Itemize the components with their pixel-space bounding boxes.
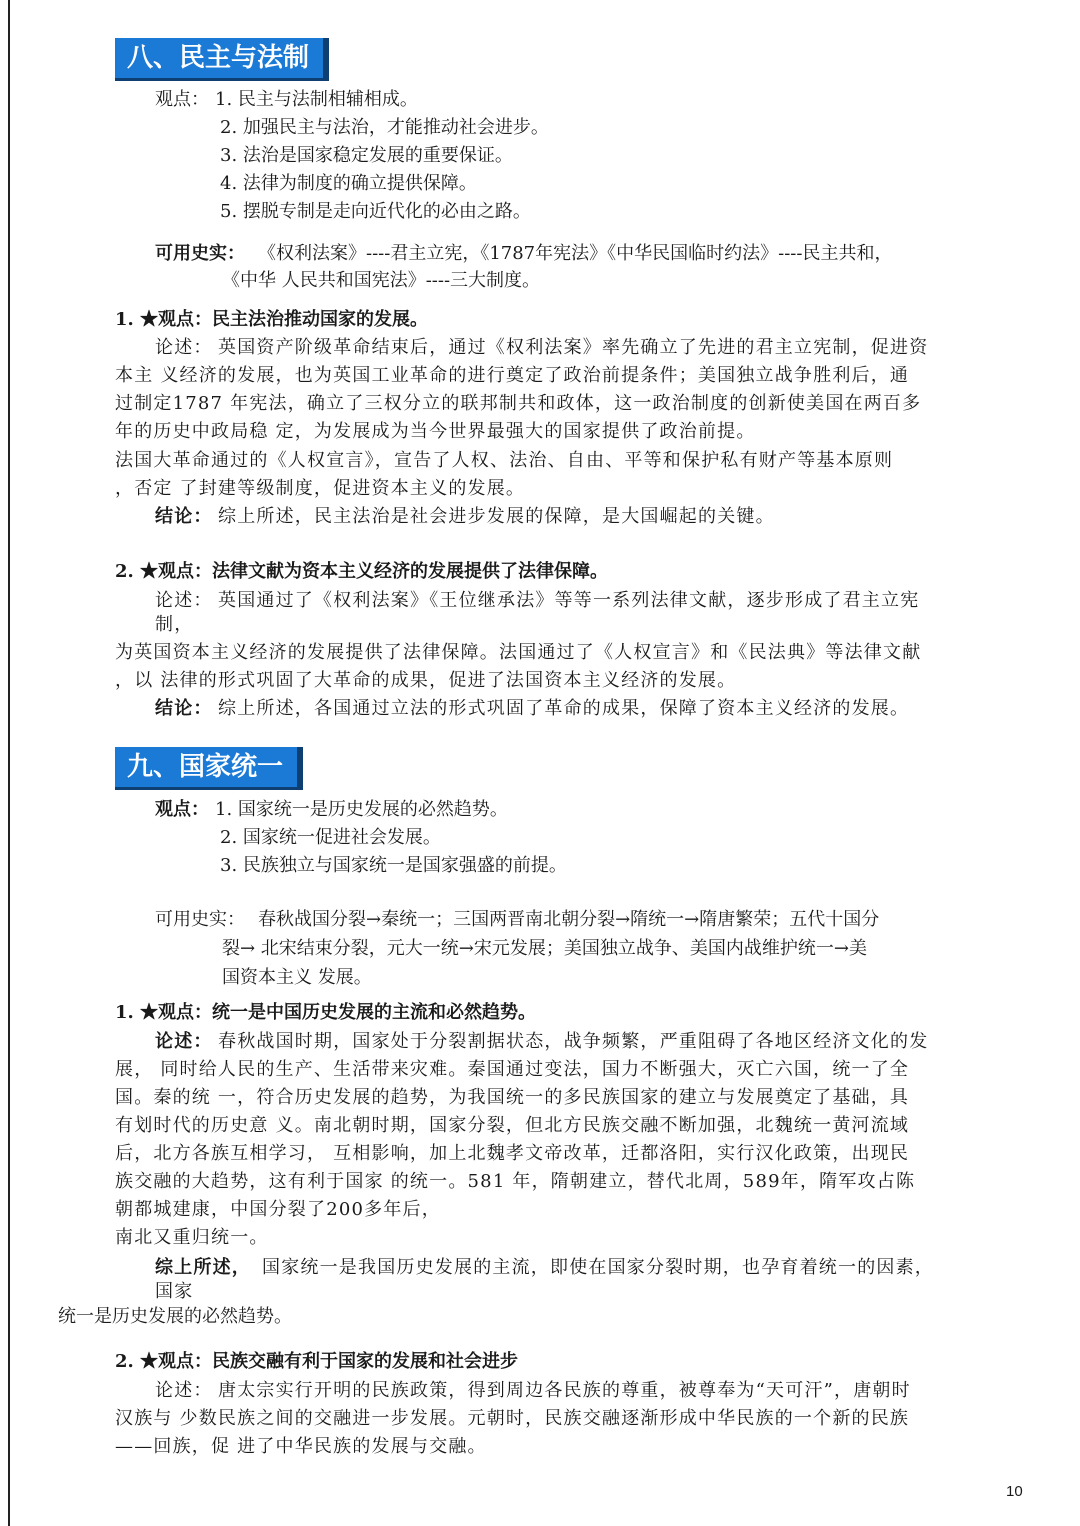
conclusion-label: 综上所述， xyxy=(155,1257,251,1278)
page-number: 10 xyxy=(1006,1483,1023,1500)
history-line: 《权利法案》----君主立宪，《1787年宪法》《中华民国临时约法》----民主共和， xyxy=(258,243,893,264)
viewpoint-item: 5. 摆脱专制是走向近代化的必由之路。 xyxy=(220,201,531,222)
argument-line: 后，北方各族互相学习， 互相影响，加上北魏孝文帝改革，迁都洛阳，实行汉化政策，出现民 xyxy=(115,1143,910,1164)
point-heading: 1. ★观点：民主法治推动国家的发展。 xyxy=(115,309,429,330)
argument-label: 论述： xyxy=(155,1031,213,1052)
argument-line: 国。秦的统 一，符合历史发展的趋势，为我国统一的多民族国家的建立与发展奠定了基础，具 xyxy=(115,1087,910,1108)
viewpoint-item: 3. 法治是国家稳定发展的重要保证。 xyxy=(220,145,513,166)
point-heading: 2. ★观点：民族交融有利于国家的发展和社会进步 xyxy=(115,1351,519,1372)
argument-line: 族交融的大趋势，这有利于国家 的统一。581 年，隋朝建立，替代北周，589年，隋军攻占陈 xyxy=(115,1171,916,1192)
argument-line: 朝都城建康，中国分裂了200多年后， xyxy=(115,1199,441,1220)
argument-line: 制， xyxy=(155,614,194,635)
argument-line: 唐太宗实行开明的民族政策，得到周边各民族的尊重，被尊奉为“天可汗”，唐朝时 xyxy=(218,1380,911,1401)
history-line: 《中华 人民共和国宪法》----三大制度。 xyxy=(222,270,541,291)
point-heading: 1. ★观点：统一是中国历史发展的主流和必然趋势。 xyxy=(115,1002,537,1023)
history-line: 裂→ 北宋结束分裂，元大一统→宋元发展；美国独立战争、美国内战维护统一→美 xyxy=(222,938,867,959)
argument-label: 论述： xyxy=(155,337,213,358)
argument-line: ——回族，促 进了中华民族的发展与交融。 xyxy=(115,1436,487,1457)
argument-label: 论述： xyxy=(155,590,213,611)
conclusion-label: 结论： xyxy=(155,698,213,719)
conclusion-label: 结论： xyxy=(155,506,213,527)
left-margin-rule xyxy=(8,0,10,1526)
argument-line: ，以 法律的形式巩固了大革命的成果，促进了法国资本主义经济的发展。 xyxy=(115,670,737,691)
argument-label: 论述： xyxy=(155,1380,213,1401)
argument-line: 本主 义经济的发展，也为英国工业革命的进行奠定了政治前提条件；美国独立战争胜利后，通 xyxy=(115,365,910,386)
conclusion-line: 国家统一是我国历史发展的主流，即使在国家分裂时期，也孕育着统一的因素， xyxy=(262,1257,934,1278)
section-title-democracy-law: 八、民主与法制 xyxy=(115,38,329,81)
viewpoints-label: 观点： xyxy=(155,89,209,110)
history-label: 可用史实： xyxy=(155,243,245,264)
argument-line: 英国通过了《权利法案》《王位继承法》等等一系列法律文献，逐步形成了君主立宪 xyxy=(218,590,920,611)
viewpoint-item: 2. 加强民主与法治，才能推动社会进步。 xyxy=(220,117,549,138)
argument-line: 过制定1787 年宪法，确立了三权分立的联邦制共和政体，这一政治制度的创新使美国在两百多 xyxy=(115,393,922,414)
history-line: 春秋战国分裂→秦统一；三国两晋南北朝分裂→隋统一→隋唐繁荣；五代十国分 xyxy=(258,909,880,930)
conclusion-line: 综上所述，各国通过立法的形式巩固了革命的成果，保障了资本主义经济的发展。 xyxy=(218,698,910,719)
history-line: 国资本主义 发展。 xyxy=(222,967,372,988)
history-label: 可用史实： xyxy=(155,909,245,930)
argument-line: 春秋战国时期，国家处于分裂割据状态，战争频繁，严重阻碍了各地区经济文化的发 xyxy=(218,1031,929,1052)
argument-line: 英国资产阶级革命结束后，通过《权利法案》率先确立了先进的君主立宪制，促进资 xyxy=(218,337,929,358)
argument-line: ，否定 了封建等级制度，促进资本主义的发展。 xyxy=(115,478,526,499)
argument-line: 法国大革命通过的《人权宣言》，宣告了人权、法治、自由、平等和保护私有财产等基本原则 xyxy=(115,450,894,471)
argument-line: 有划时代的历史意 义。南北朝时期，国家分裂，但北方民族交融不断加强，北魏统一黄河流域 xyxy=(115,1115,910,1136)
conclusion-line: 国家 xyxy=(155,1281,194,1302)
viewpoint-item: 4. 法律为制度的确立提供保障。 xyxy=(220,173,477,194)
point-heading: 2. ★观点：法律文献为资本主义经济的发展提供了法律保障。 xyxy=(115,561,609,582)
viewpoint-item: 1. 民主与法制相辅相成。 xyxy=(215,89,418,110)
argument-line: 汉族与 少数民族之间的交融进一步发展。元朝时，民族交融逐渐形成中华民族的一个新的民族 xyxy=(115,1408,910,1429)
viewpoints-label: 观点： xyxy=(155,799,209,820)
argument-line: 展， 同时给人民的生产、生活带来灾难。秦国通过变法，国力不断强大，灭亡六国，统一了全 xyxy=(115,1059,910,1080)
argument-line: 南北又重归统一。 xyxy=(115,1227,269,1248)
section-title-national-unity: 九、国家统一 xyxy=(115,747,303,790)
conclusion-line: 综上所述，民主法治是社会进步发展的保障，是大国崛起的关键。 xyxy=(218,506,775,527)
viewpoint-item: 1. 国家统一是历史发展的必然趋势。 xyxy=(215,799,508,820)
viewpoint-item: 3. 民族独立与国家统一是国家强盛的前提。 xyxy=(220,855,567,876)
conclusion-line: 统一是历史发展的必然趋势。 xyxy=(58,1306,292,1327)
argument-line: 年的历史中政局稳 定，为发展成为当今世界最强大的国家提供了政治前提。 xyxy=(115,421,756,442)
viewpoint-item: 2. 国家统一促进社会发展。 xyxy=(220,827,441,848)
argument-line: 为英国资本主义经济的发展提供了法律保障。法国通过了《人权宣言》和《民法典》等法律文献 xyxy=(115,642,922,663)
